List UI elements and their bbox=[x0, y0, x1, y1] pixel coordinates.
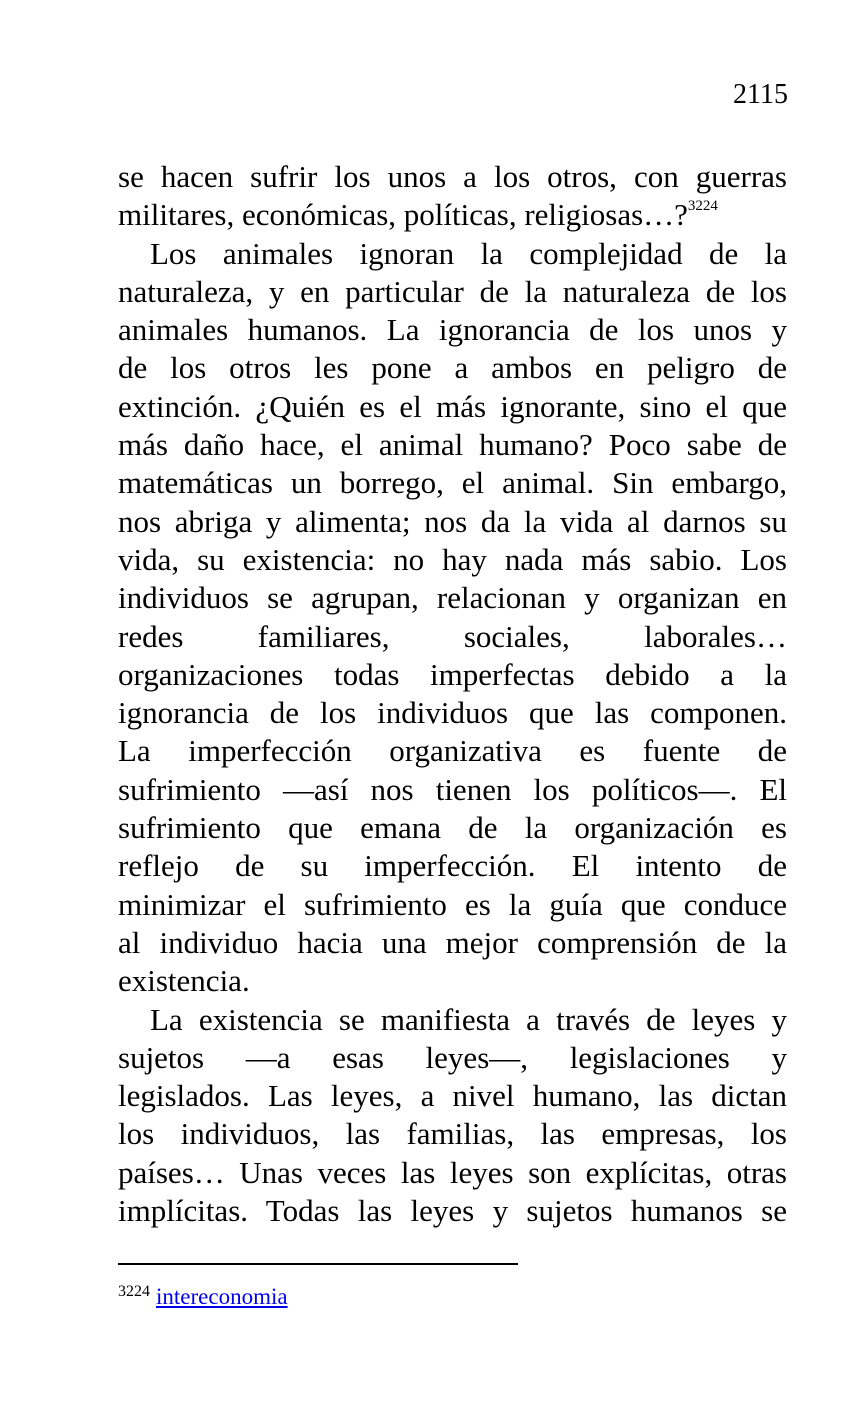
text-line: nos abriga y alimenta; nos da la vida al darnos su bbox=[118, 503, 787, 539]
body-text bbox=[118, 158, 787, 1230]
text-line: matemáticas un borrego, el animal. Sin embargo, bbox=[118, 465, 787, 501]
text-line: individuos se agrupan, relacionan y organizan en bbox=[118, 580, 787, 616]
text-line: ignorancia de los individuos que las componen. bbox=[118, 695, 787, 731]
text-line: naturaleza, y en particular de la naturaleza de los bbox=[118, 273, 787, 309]
text-line: se hacen sufrir los unos a los otros, con guerras bbox=[118, 159, 787, 194]
text-line: organizaciones todas imperfectas debido a la bbox=[118, 656, 787, 692]
text-line: los individuos, las familias, las empresas, los bbox=[118, 1116, 787, 1152]
text-line: reflejo de su imperfección. El intento de bbox=[118, 848, 787, 884]
text-line: redes familiares, sociales, laborales… bbox=[118, 618, 787, 654]
text-line: militares, económicas, políticas, religiosas…? bbox=[118, 197, 688, 233]
text-line: países… Unas veces las leyes son explícitas, otras bbox=[118, 1154, 787, 1190]
paragraph-start-line: La existencia se manifiesta a través de leyes y bbox=[150, 1001, 787, 1037]
text-line: al individuo hacia una mejor comprensión de la bbox=[118, 924, 787, 960]
paragraph-end-line: existencia. bbox=[118, 963, 250, 999]
text-line: La imperfección organizativa es fuente de bbox=[118, 733, 787, 769]
text-line: extinción. ¿Quién es el más ignorante, sino el que bbox=[118, 388, 787, 424]
text-line: sufrimiento —así nos tienen los políticos—. El bbox=[118, 771, 787, 807]
footnote-reference[interactable]: 3224 bbox=[687, 197, 718, 214]
text-line: legislados. Las leyes, a nivel humano, las dictan bbox=[118, 1078, 787, 1114]
text-line: de los otros les pone a ambos en peligro de bbox=[118, 350, 787, 386]
text-line: animales humanos. La ignorancia de los unos y bbox=[118, 312, 787, 348]
text-line: sujetos —a esas leyes—, legislaciones y bbox=[118, 1039, 787, 1075]
paragraph-start-line: Los animales ignoran la complejidad de la bbox=[150, 235, 787, 271]
text-line: implícitas. Todas las leyes y sujetos humanos se bbox=[118, 1193, 787, 1229]
footnote bbox=[118, 1282, 288, 1315]
text-line: vida, su existencia: no hay nada más sabio. Los bbox=[118, 541, 787, 577]
footnote-separator bbox=[118, 1263, 518, 1265]
footnote-link[interactable]: intereconomia bbox=[156, 1284, 288, 1309]
text-line-with-footnote-ref bbox=[118, 196, 787, 234]
page-number: 2115 bbox=[733, 79, 788, 110]
text-line: sufrimiento que emana de la organización es bbox=[118, 810, 787, 846]
text-line: minimizar el sufrimiento es la guía que conduce bbox=[118, 886, 787, 922]
footnote-number: 3224 bbox=[118, 1283, 150, 1300]
text-line: más daño hace, el animal humano? Poco sabe de bbox=[118, 427, 787, 463]
